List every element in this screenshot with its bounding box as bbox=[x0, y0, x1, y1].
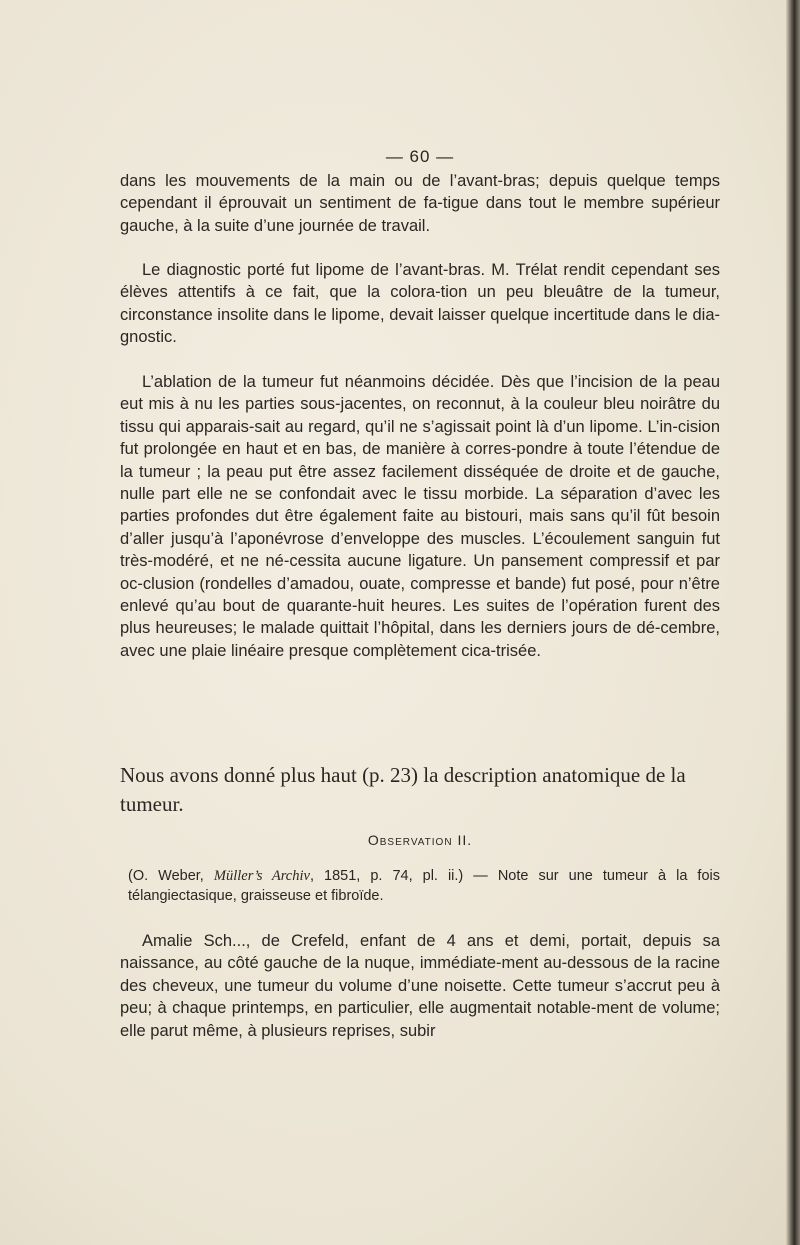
observation-title: Observation II. bbox=[367, 832, 473, 848]
section-heading bbox=[120, 761, 720, 819]
citation-journal: Müller’s Archiv bbox=[213, 868, 310, 884]
paragraph-text: dans les mouvements de la main ou de l’avant-bras; depuis quelque temps cependant il éprouvait un sentiment de fa-tigue dans tout le membre supérieur gauche, à la suite d’une journée de travail. bbox=[120, 172, 720, 235]
page-edge bbox=[786, 0, 800, 1245]
citation-after: , 1851, p. 74, pl. ii.) — Note sur une tumeur à la fois télangiectasique, graisseuse et fibroïde. bbox=[128, 868, 720, 904]
paragraph bbox=[120, 930, 720, 1042]
paragraph bbox=[120, 371, 720, 662]
citation-before: (O. Weber, bbox=[128, 868, 214, 884]
paragraph bbox=[120, 259, 720, 349]
section-heading-text: Nous avons donné plus haut (p. 23) la description anatomique de la tumeur. bbox=[120, 763, 686, 816]
page-number: — 60 — bbox=[385, 147, 455, 166]
paragraph-text: Le diagnostic porté fut lipome de l’avant-bras. M. Trélat rendit cependant ses élèves attentifs à ce fait, que la colora-tion un peu bleuâtre de la tumeur, circonstance insolite dans le lipome, devait laisser quelque incertitude dans le dia-gnostic. bbox=[120, 261, 720, 347]
paragraph-text: L’ablation de la tumeur fut néanmoins décidée. Dès que l’incision de la peau eut mis à nu les parties sous-jacentes, on reconnut, à la couleur bleu noirâtre du tissu qui apparais-sait au regard, qu’il ne s’agissait point là d’un lipome. L’in-cision fut prolongée en haut et en bas, de manière à corres-pondre à toute l’étendue de la tumeur ; la peau put être assez facilement disséquée de droite et de gauche, nulle part elle ne se confondait avec le tissu morbide. La séparation d’avec les parties profondes dut être également faite au bistouri, mais sans qu’il fût besoin d’aller jusqu’à l’aponévrose d’enveloppe des muscles. L’écoulement sanguin fut très-modéré, et ne né-cessita aucune ligature. Un pansement compressif et par oc-clusion (rondelles d’amadou, ouate, compresse et bande) fut posé, pour n’être enlevé qu’au bout de quarante-huit heures. Les suites de l’opération furent des plus heureuses; le malade quittait l’hôpital, dans les derniers jours de dé-cembre, avec une plaie linéaire presque complètement cica-trisée. bbox=[120, 373, 720, 660]
citation bbox=[128, 866, 720, 906]
paragraph-text: Amalie Sch..., de Crefeld, enfant de 4 ans et demi, portait, depuis sa naissance, au côté gauche de la nuque, immédiate-ment au-dessous de la racine des cheveux, une tumeur du volume d’une noisette. Cette tumeur s’accrut peu à peu; à chaque printemps, en particulier, elle augmentait notable-ment de volume; elle parut même, à plusieurs reprises, subir bbox=[120, 932, 720, 1040]
paragraph bbox=[120, 170, 720, 237]
